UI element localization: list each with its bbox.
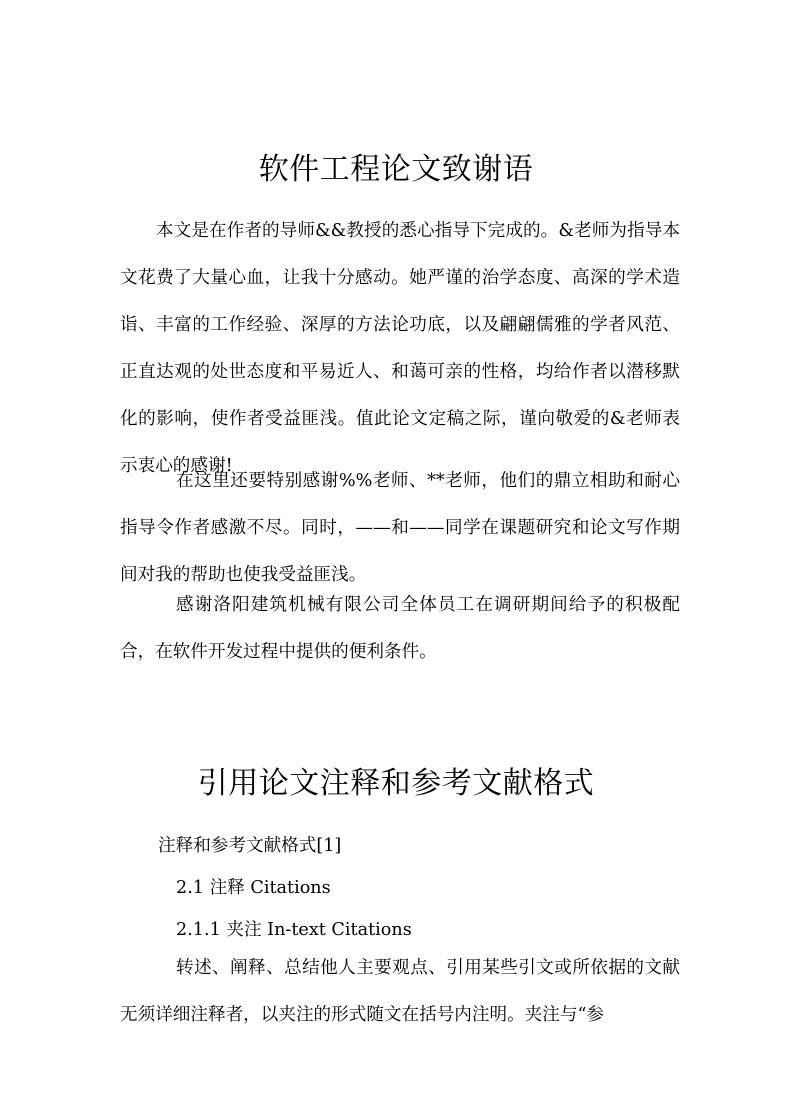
citation-format-title: 引用论文注释和参考文献格式: [197, 766, 595, 801]
citation-section-heading: 注释和参考文献格式[1]: [158, 836, 342, 856]
acknowledgement-paragraph-2: 在这里还要特别感谢%%老师、**老师，他们的鼎立相助和耐心指导令作者感激不尽。同时，——和——同学在课题研究和论文写作期间对我的帮助也使我受益匪浅。: [120, 471, 680, 585]
citations-subheading: 2.1 注释 Citations: [176, 878, 331, 898]
acknowledgement-paragraph-1: 本文是在作者的导师&&教授的悉心指导下完成的。&老师为指导本文花费了大量心血，让我十分感动。她严谨的治学态度、高深的学术造诣、丰富的工作经验、深厚的方法论功底，以及翩翩儒雅的学者风范、正直达观的处世态度和平易近人、和蔼可亲的性格，均给作者以潜移默化的影响，使作者受益匪浅。值此论文定稿之际，谨向敬爱的&老师表示衷心的感谢!: [120, 221, 680, 476]
in-text-citation-paragraph: 转述、阐释、总结他人主要观点、引用某些引文或所依据的文献无须详细注释者，以夹注的形式随文在括号内注明。夹注与“参: [120, 958, 680, 1025]
acknowledgement-title: 软件工程论文致谢语: [258, 152, 534, 187]
in-text-citations-subheading: 2.1.1 夹注 In-text Citations: [176, 920, 412, 940]
acknowledgement-paragraph-3: 感谢洛阳建筑机械有限公司全体员工在调研期间给予的积极配合，在软件开发过程中提供的便利条件。: [120, 595, 680, 662]
